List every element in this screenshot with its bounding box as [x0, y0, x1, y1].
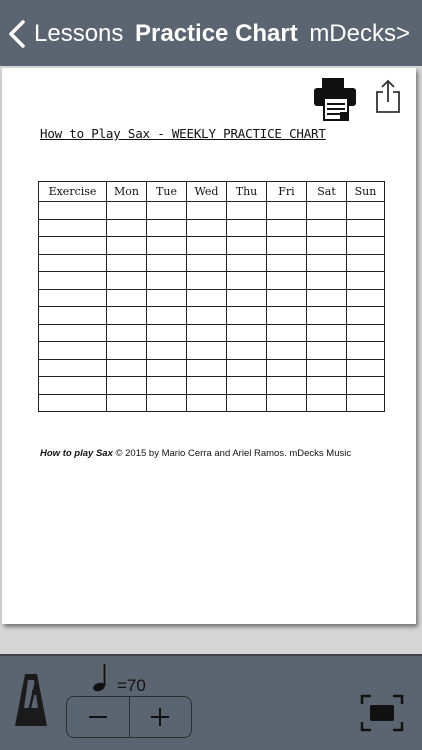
table-cell [267, 237, 307, 255]
table-cell [227, 272, 267, 290]
table-cell [267, 307, 307, 325]
header-fri: Fri [267, 182, 307, 202]
table-cell [147, 219, 187, 237]
table-cell [107, 202, 147, 220]
table-cell [107, 272, 147, 290]
table-cell [187, 237, 227, 255]
table-cell [227, 307, 267, 325]
table-cell [187, 342, 227, 360]
table-cell [347, 272, 385, 290]
table-cell [39, 342, 107, 360]
table-cell [39, 307, 107, 325]
chart-heading: How to Play Sax - WEEKLY PRACTICE CHART [40, 126, 326, 141]
table-cell [39, 377, 107, 395]
table-row [39, 237, 385, 255]
table-row [39, 377, 385, 395]
header-sat: Sat [307, 182, 347, 202]
table-cell [307, 289, 347, 307]
metronome-icon[interactable] [14, 672, 48, 728]
quarter-note-icon [92, 662, 110, 692]
document-viewer[interactable] [0, 66, 422, 654]
header-tue: Tue [147, 182, 187, 202]
table-cell [147, 202, 187, 220]
table-cell [267, 202, 307, 220]
table-cell [227, 202, 267, 220]
table-cell [187, 219, 227, 237]
table-cell [147, 394, 187, 412]
table-cell [187, 377, 227, 395]
table-cell [227, 254, 267, 272]
table-cell [307, 359, 347, 377]
table-cell [347, 394, 385, 412]
minus-icon [87, 706, 109, 728]
table-cell [187, 359, 227, 377]
table-cell [107, 394, 147, 412]
table-cell [187, 324, 227, 342]
chevron-left-icon [8, 20, 26, 48]
table-cell [307, 394, 347, 412]
tempo-increase-button[interactable] [129, 697, 192, 737]
table-row [39, 307, 385, 325]
mdecks-link[interactable]: mDecks> [309, 20, 410, 47]
table-header-row [39, 182, 385, 202]
table-cell [227, 377, 267, 395]
table-cell [347, 359, 385, 377]
table-cell [187, 202, 227, 220]
table-cell [39, 289, 107, 307]
table-cell [227, 219, 267, 237]
table-cell [227, 324, 267, 342]
back-button-label: Lessons [34, 20, 124, 47]
table-row [39, 202, 385, 220]
table-cell [227, 342, 267, 360]
page-title: Practice Chart [135, 20, 298, 47]
printer-icon[interactable] [312, 76, 358, 122]
table-cell [347, 202, 385, 220]
table-cell [107, 237, 147, 255]
copyright-book-title: How to play Sax [40, 448, 113, 459]
table-row [39, 324, 385, 342]
table-cell [39, 394, 107, 412]
header-wed: Wed [187, 182, 227, 202]
table-cell [227, 359, 267, 377]
table-cell [107, 307, 147, 325]
table-cell [307, 272, 347, 290]
table-cell [307, 324, 347, 342]
table-row [39, 394, 385, 412]
table-cell [267, 342, 307, 360]
table-row [39, 272, 385, 290]
table-cell [147, 324, 187, 342]
table-cell [227, 289, 267, 307]
table-cell [107, 342, 147, 360]
table-row [39, 254, 385, 272]
tempo-value: =70 [117, 676, 146, 695]
table-cell [307, 202, 347, 220]
table-cell [107, 219, 147, 237]
table-cell [147, 377, 187, 395]
table-row [39, 342, 385, 360]
header-thu: Thu [227, 182, 267, 202]
table-cell [347, 219, 385, 237]
table-cell [267, 254, 307, 272]
table-cell [307, 219, 347, 237]
table-cell [307, 254, 347, 272]
table-cell [39, 254, 107, 272]
table-cell [39, 324, 107, 342]
table-cell [147, 272, 187, 290]
table-cell [267, 394, 307, 412]
share-icon[interactable] [374, 78, 402, 114]
table-cell [187, 394, 227, 412]
table-cell [147, 342, 187, 360]
table-cell [347, 237, 385, 255]
table-cell [39, 202, 107, 220]
table-cell [267, 377, 307, 395]
table-cell [347, 342, 385, 360]
table-cell [39, 219, 107, 237]
plus-icon [149, 706, 171, 728]
practice-chart-page [2, 68, 416, 624]
fullscreen-icon[interactable] [360, 694, 404, 732]
table-cell [187, 307, 227, 325]
practice-table [38, 181, 385, 412]
table-cell [147, 307, 187, 325]
table-cell [147, 289, 187, 307]
table-cell [107, 377, 147, 395]
table-cell [267, 324, 307, 342]
bottom-toolbar [0, 654, 422, 750]
table-cell [227, 237, 267, 255]
table-cell [147, 254, 187, 272]
table-cell [307, 307, 347, 325]
table-cell [107, 254, 147, 272]
table-cell [187, 254, 227, 272]
table-row [39, 359, 385, 377]
table-cell [107, 359, 147, 377]
table-cell [39, 237, 107, 255]
table-cell [187, 272, 227, 290]
table-body [39, 202, 385, 412]
header-sun: Sun [347, 182, 385, 202]
table-cell [147, 237, 187, 255]
table-cell [307, 377, 347, 395]
copyright-text: © 2015 by Mario Cerra and Ariel Ramos. mDecks Music [112, 448, 352, 459]
navigation-bar [0, 0, 422, 66]
table-cell [39, 272, 107, 290]
table-cell [347, 324, 385, 342]
table-cell [347, 307, 385, 325]
table-cell [267, 272, 307, 290]
tempo-stepper [66, 696, 192, 738]
table-cell [39, 359, 107, 377]
table-cell [227, 394, 267, 412]
table-cell [347, 289, 385, 307]
table-cell [267, 289, 307, 307]
tempo-decrease-button[interactable] [67, 697, 129, 737]
table-cell [147, 359, 187, 377]
table-cell [107, 289, 147, 307]
table-cell [347, 254, 385, 272]
table-cell [307, 237, 347, 255]
table-row [39, 289, 385, 307]
copyright-note [40, 448, 351, 459]
table-cell [267, 219, 307, 237]
table-cell [307, 342, 347, 360]
table-cell [347, 377, 385, 395]
header-mon: Mon [107, 182, 147, 202]
table-cell [107, 324, 147, 342]
table-row [39, 219, 385, 237]
table-cell [267, 359, 307, 377]
back-button[interactable] [8, 18, 123, 50]
table-cell [187, 289, 227, 307]
header-exercise: Exercise [39, 182, 107, 202]
